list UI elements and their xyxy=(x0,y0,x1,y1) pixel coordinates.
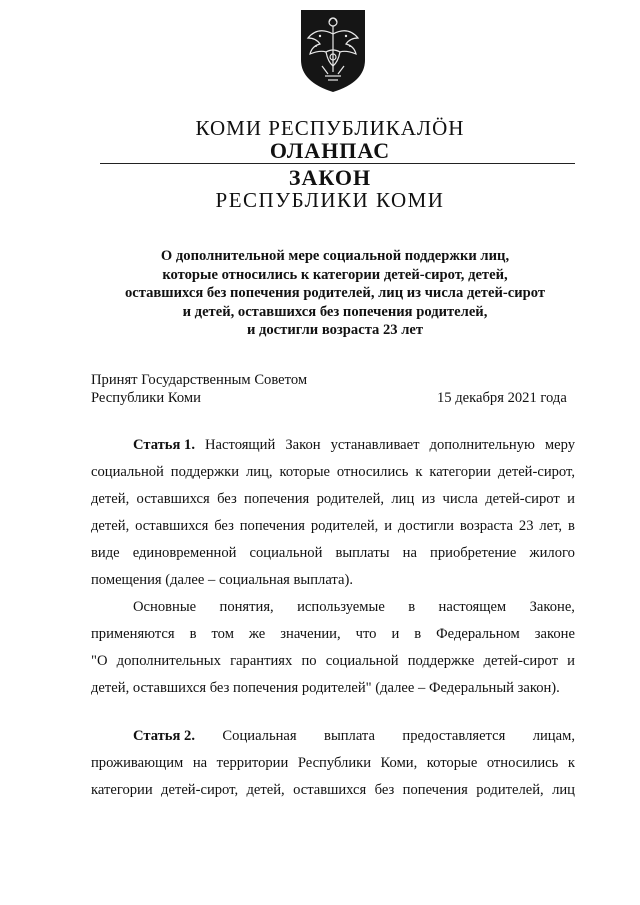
header-respubliki: РЕСПУБЛИКИ КОМИ xyxy=(215,188,445,212)
article-1-line: детей, оставшихся без попечения родителей, и достигли возраста 23 лет, в xyxy=(91,518,575,534)
adoption-date: 15 декабря 2021 года xyxy=(437,390,567,406)
article-1-line: помещения (далее – социальная выплата). xyxy=(91,572,353,588)
law-title-line: оставшихся без попечения родителей, лиц из числа детей-сирот xyxy=(125,285,545,302)
article-2 xyxy=(91,723,575,804)
komi-coat-of-arms-icon xyxy=(298,8,368,94)
article-2-line: проживающим на территории Республики Коми, которые относились к xyxy=(91,755,575,771)
header-olanpas: ОЛАНПАС xyxy=(269,138,391,163)
adoption-line-1: Принят Государственным Советом xyxy=(91,372,308,388)
law-title-line: которые относились к категории детей-сирот, детей, xyxy=(162,266,508,283)
article-1 xyxy=(91,432,575,594)
adoption-line-2: Республики Коми xyxy=(91,390,201,406)
article-1-line: детей, оставшихся без попечения родителей, лиц из числа детей-сирот и xyxy=(91,491,575,507)
article-1-line-first: Статья 1. Настоящий Закон устанавливает дополнительную меру xyxy=(91,432,575,459)
article-1-line: социальной поддержки лиц, которые относились к категории детей-сирот, xyxy=(91,464,575,480)
paragraph-line: "О дополнительных гарантиях по социальной поддержке детей-сирот и xyxy=(91,653,575,669)
law-title-line: и детей, оставшихся без попечения родителей, xyxy=(182,303,488,320)
law-title-line: О дополнительной мере социальной поддержки лиц, xyxy=(160,248,510,264)
paragraph-line: применяются в том же значении, что и в Федеральном законе xyxy=(91,626,575,642)
article-2-line-first: Статья 2. Социальная выплата предоставляется лицам, xyxy=(91,723,575,750)
header-zakon: ЗАКОН xyxy=(288,165,372,190)
paragraph-definitions xyxy=(91,594,575,702)
adoption-note xyxy=(91,371,307,407)
article-1-line: виде единовременной социальной выплаты на приобретение жилого xyxy=(91,545,575,561)
header-divider xyxy=(100,163,575,164)
law-title xyxy=(80,247,590,340)
article-2-line: категории детей-сирот, детей, оставшихся без попечения родителей, лиц xyxy=(91,782,575,798)
law-title-line: и достигли возраста 23 лет xyxy=(246,322,424,339)
article-1-label: Статья 1. xyxy=(133,437,195,453)
paragraph-line: Основные понятия, используемые в настоящем Законе, xyxy=(133,599,575,615)
article-2-label: Статья 2. xyxy=(133,728,195,744)
header-komi-line: КОМИ РЕСПУБЛИКАЛӦН xyxy=(195,116,465,140)
paragraph-line: детей, оставшихся без попечения родителей" (далее – Федеральный закон). xyxy=(91,680,560,696)
